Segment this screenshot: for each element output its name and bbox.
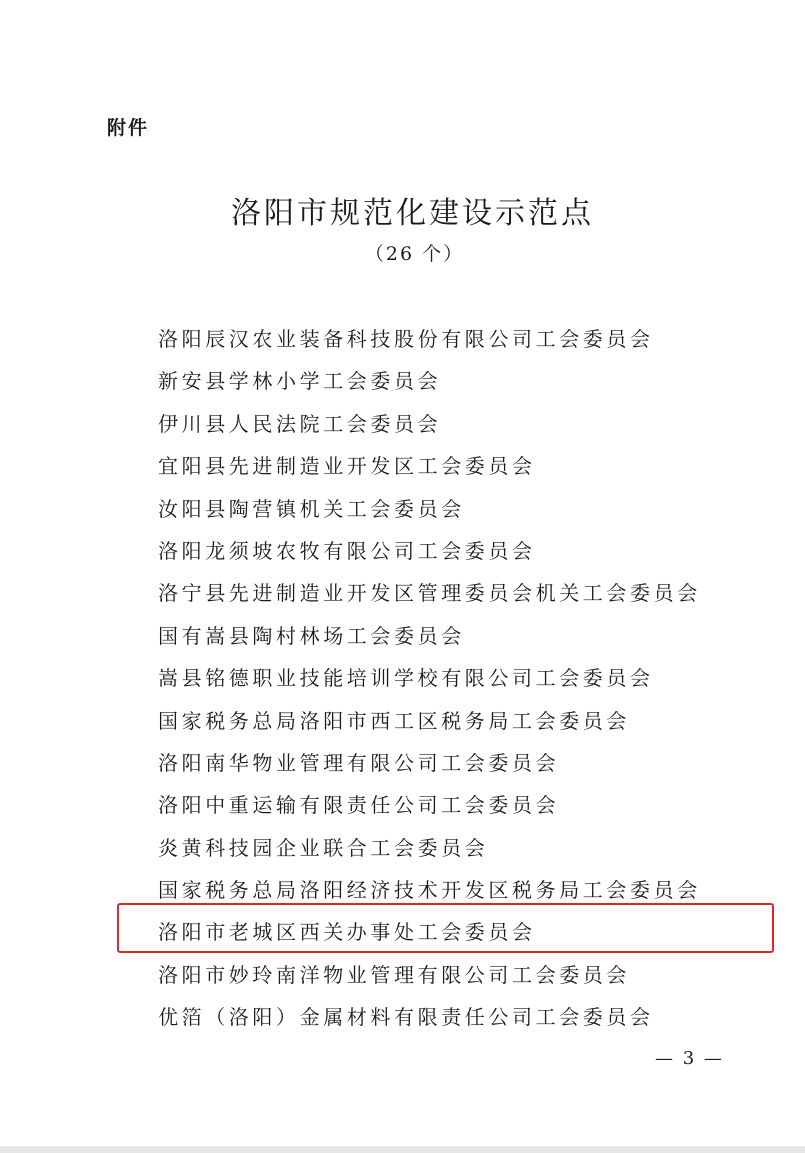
list-item: 伊川县人民法院工会委员会 [158, 411, 442, 436]
list-item: 宜阳县先进制造业开发区工会委员会 [158, 454, 536, 479]
list-item: 汝阳县陶营镇机关工会委员会 [158, 496, 465, 521]
document-title: 洛阳市规范化建设示范点 [231, 196, 594, 231]
list-item: 国家税务总局洛阳市西工区税务局工会委员会 [158, 708, 630, 733]
list-item: 洛阳市妙玲南洋物业管理有限公司工会委员会 [158, 962, 630, 987]
list-item: 国有嵩县陶村林场工会委员会 [158, 623, 465, 648]
list-item: 嵩县铭德职业技能培训学校有限公司工会委员会 [158, 666, 654, 691]
list-item: 洛阳辰汉农业装备科技股份有限公司工会委员会 [158, 327, 654, 351]
list-item: 国家税务总局洛阳经济技术开发区税务局工会委员会 [158, 878, 701, 903]
highlight-box [117, 903, 774, 953]
list-item-highlighted: 洛阳市老城区西关办事处工会委员会 [158, 920, 536, 945]
list-item: 洛阳中重运输有限责任公司工会委员会 [158, 793, 560, 818]
document-subtitle: （26 个） [364, 243, 465, 265]
attachment-label: 附件 [107, 117, 150, 139]
list-item: 洛阳南华物业管理有限公司工会委员会 [158, 750, 560, 775]
list-item: 炎黄科技园企业联合工会委员会 [158, 835, 489, 860]
list-item: 优箔（洛阳）金属材料有限责任公司工会委员会 [158, 1005, 654, 1030]
bottom-edge [0, 1146, 805, 1153]
page-number: — 3 — [655, 1048, 724, 1069]
list-item: 新安县学林小学工会委员会 [158, 369, 442, 394]
list-item: 洛宁县先进制造业开发区管理委员会机关工会委员会 [158, 581, 701, 606]
list-item: 洛阳龙须坡农牧有限公司工会委员会 [158, 538, 536, 563]
